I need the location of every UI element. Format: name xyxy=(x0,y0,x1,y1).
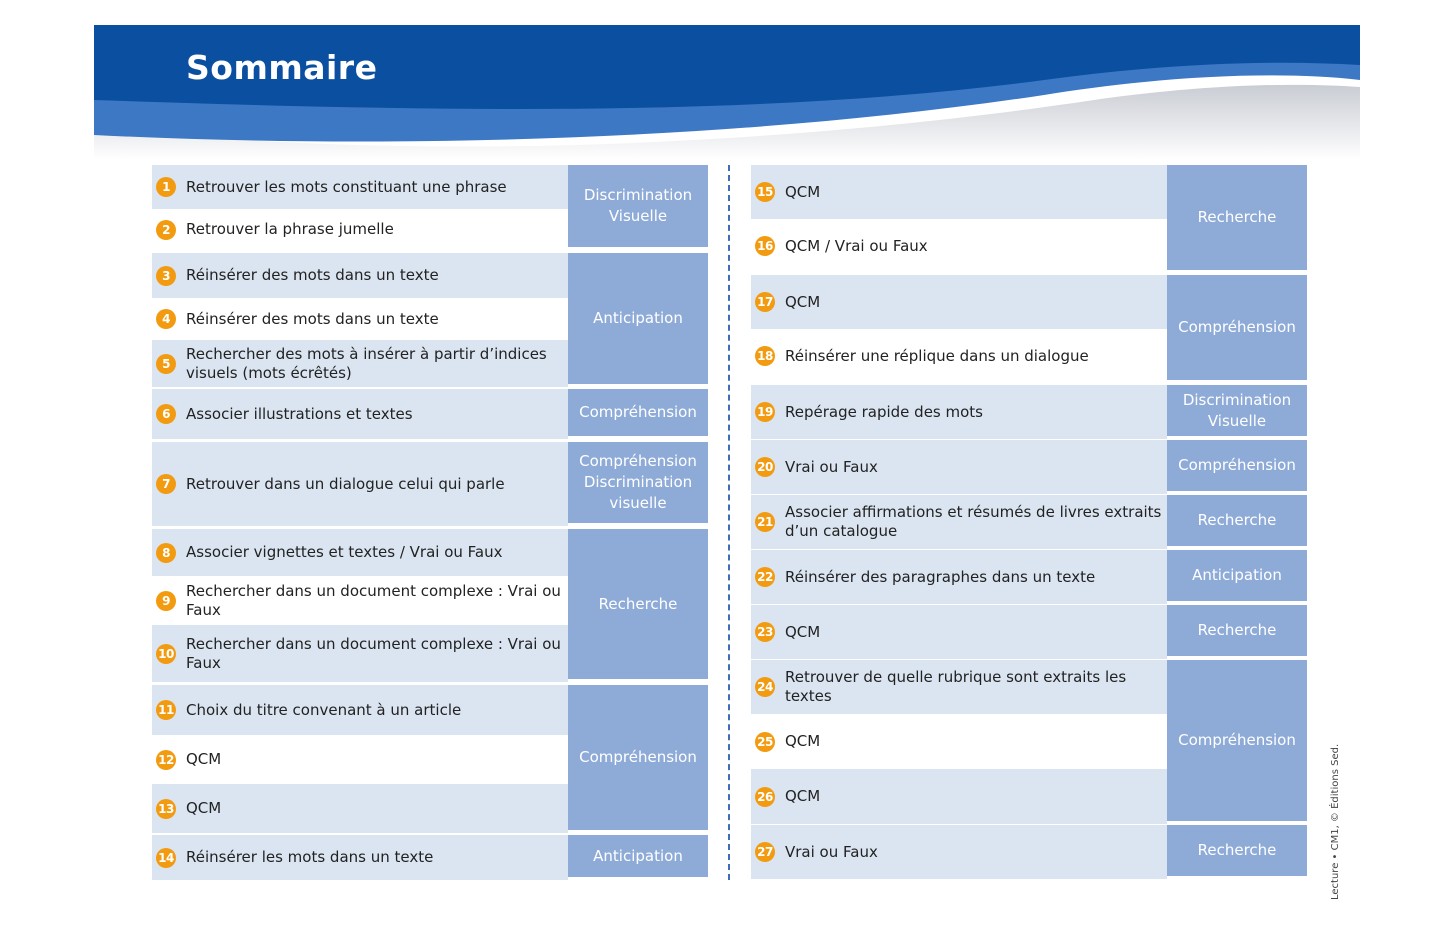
summary-entry xyxy=(751,660,1167,714)
entry-number-badge: 11 xyxy=(156,700,176,720)
entry-label: Repérage rapide des mots xyxy=(785,402,983,421)
summary-entry xyxy=(751,495,1167,549)
entry-number-badge: 20 xyxy=(755,457,775,477)
entry-label: Retrouver la phrase jumelle xyxy=(186,220,394,238)
entry-number-badge: 12 xyxy=(156,750,176,770)
entry-number-badge: 23 xyxy=(755,622,775,642)
category-cell: Compréhension Discrimination visuelle xyxy=(568,442,708,523)
entry-number-badge: 13 xyxy=(156,799,176,819)
summary-entry xyxy=(152,529,568,576)
entry-label: QCM xyxy=(785,182,821,201)
entry-label: QCM xyxy=(785,787,821,805)
entry-number-badge: 16 xyxy=(755,236,775,256)
summary-entry xyxy=(152,442,568,526)
summary-entry xyxy=(152,835,568,880)
summary-entry xyxy=(152,784,568,833)
entry-number-badge: 2 xyxy=(156,220,176,240)
summary-group xyxy=(751,275,1307,386)
summary-entry xyxy=(152,576,568,625)
entry-label: Associer illustrations et textes xyxy=(186,404,413,423)
entry-label: Retrouver dans un dialogue celui qui parle xyxy=(186,474,505,493)
entry-number-badge: 3 xyxy=(156,266,176,286)
entry-label: Retrouver de quelle rubrique sont extraits les textes xyxy=(785,668,1127,705)
summary-group xyxy=(751,605,1307,662)
copyright-credit: Lecture • CM1, © Éditions Sed. xyxy=(1330,743,1341,900)
category-cell: Anticipation xyxy=(1167,550,1307,601)
entry-label: QCM / Vrai ou Faux xyxy=(785,236,928,255)
entry-label: Choix du titre convenant à un article xyxy=(186,700,462,719)
summary-entry xyxy=(152,253,568,298)
entry-number-badge: 17 xyxy=(755,292,775,312)
summary-entry xyxy=(152,298,568,340)
entry-label: QCM xyxy=(785,292,821,311)
summary-group xyxy=(751,660,1307,827)
entry-label: QCM xyxy=(785,732,821,750)
summary-entry xyxy=(152,340,568,387)
entry-number-badge: 24 xyxy=(755,677,775,697)
summary-entry xyxy=(751,275,1167,329)
entry-number-badge: 9 xyxy=(156,591,176,611)
entry-label: Vrai ou Faux xyxy=(785,457,878,476)
category-cell: Anticipation xyxy=(568,835,708,877)
summary-group xyxy=(152,389,708,442)
entry-label: Rechercher des mots à insérer à partir d’indices visuels (mots écrêtés) xyxy=(186,344,547,382)
category-cell: Recherche xyxy=(568,529,708,679)
entry-label: Retrouver les mots constituant une phrase xyxy=(186,177,507,196)
entry-number-badge: 5 xyxy=(156,354,176,374)
category-cell: Compréhension xyxy=(1167,660,1307,821)
entry-label: Associer affirmations et résumés de livres extraits d’un catalogue xyxy=(785,503,1162,540)
summary-entry xyxy=(751,165,1167,219)
summary-entry xyxy=(152,165,568,209)
summary-entry xyxy=(751,219,1167,273)
entry-number-badge: 19 xyxy=(755,402,775,422)
summary-entry xyxy=(152,685,568,735)
category-cell: Compréhension xyxy=(1167,440,1307,491)
category-cell: Recherche xyxy=(1167,495,1307,546)
entry-label: Rechercher dans un document complexe : Vrai ou Faux xyxy=(186,634,561,672)
entry-label: QCM xyxy=(186,799,222,817)
summary-entry xyxy=(751,825,1167,879)
header-banner xyxy=(94,25,1360,160)
page-title: Sommaire xyxy=(186,48,378,87)
entry-label: Rechercher dans un document complexe : Vrai ou Faux xyxy=(186,581,561,619)
summary-group xyxy=(152,253,708,390)
summary-entry xyxy=(152,389,568,439)
entry-number-badge: 10 xyxy=(156,644,176,664)
entry-label: Réinsérer des mots dans un texte xyxy=(186,309,439,328)
entry-number-badge: 8 xyxy=(156,543,176,563)
summary-entry xyxy=(751,385,1167,439)
entry-label: Réinsérer des paragraphes dans un texte xyxy=(785,567,1096,586)
summary-entry xyxy=(152,735,568,784)
category-cell: Discrimination Visuelle xyxy=(1167,385,1307,436)
summary-entry xyxy=(152,209,568,250)
summary-group xyxy=(152,529,708,685)
summary-entry xyxy=(751,550,1167,604)
entry-number-badge: 4 xyxy=(156,309,176,329)
entry-label: QCM xyxy=(785,622,821,641)
summary-group xyxy=(152,835,708,883)
summary-group xyxy=(152,165,708,253)
entry-label: Réinsérer des mots dans un texte xyxy=(186,266,439,284)
category-cell: Recherche xyxy=(1167,825,1307,876)
summary-group xyxy=(751,440,1307,497)
entry-number-badge: 1 xyxy=(156,177,176,197)
summary-entry xyxy=(152,625,568,682)
column-divider xyxy=(728,165,730,880)
entry-number-badge: 25 xyxy=(755,732,775,752)
entry-number-badge: 6 xyxy=(156,404,176,424)
summary-group xyxy=(751,825,1307,882)
entry-label: Associer vignettes et textes / Vrai ou Faux xyxy=(186,543,503,561)
entry-label: Vrai ou Faux xyxy=(785,842,878,861)
summary-group xyxy=(751,550,1307,607)
entry-number-badge: 26 xyxy=(755,787,775,807)
entry-label: Réinsérer les mots dans un texte xyxy=(186,848,434,866)
category-cell: Compréhension xyxy=(568,685,708,830)
category-cell: Recherche xyxy=(1167,165,1307,270)
category-cell: Recherche xyxy=(1167,605,1307,656)
entry-number-badge: 18 xyxy=(755,346,775,366)
entry-number-badge: 14 xyxy=(156,848,176,868)
summary-entry xyxy=(751,714,1167,769)
entry-label: Réinsérer une réplique dans un dialogue xyxy=(785,346,1089,365)
summary-group xyxy=(751,495,1307,552)
category-cell: Discrimination Visuelle xyxy=(568,165,708,247)
entry-number-badge: 21 xyxy=(755,512,775,532)
summary-group xyxy=(152,442,708,529)
entry-number-badge: 27 xyxy=(755,842,775,862)
summary-group xyxy=(751,385,1307,442)
summary-group xyxy=(751,165,1307,276)
category-cell: Compréhension xyxy=(568,389,708,436)
summary-entry xyxy=(751,329,1167,383)
summary-entry xyxy=(751,769,1167,824)
entry-number-badge: 7 xyxy=(156,474,176,494)
summary-group xyxy=(152,685,708,836)
summary-entry xyxy=(751,440,1167,494)
entry-number-badge: 15 xyxy=(755,182,775,202)
category-cell: Compréhension xyxy=(1167,275,1307,380)
summary-entry xyxy=(751,605,1167,659)
entry-number-badge: 22 xyxy=(755,567,775,587)
category-cell: Anticipation xyxy=(568,253,708,384)
entry-label: QCM xyxy=(186,750,222,768)
